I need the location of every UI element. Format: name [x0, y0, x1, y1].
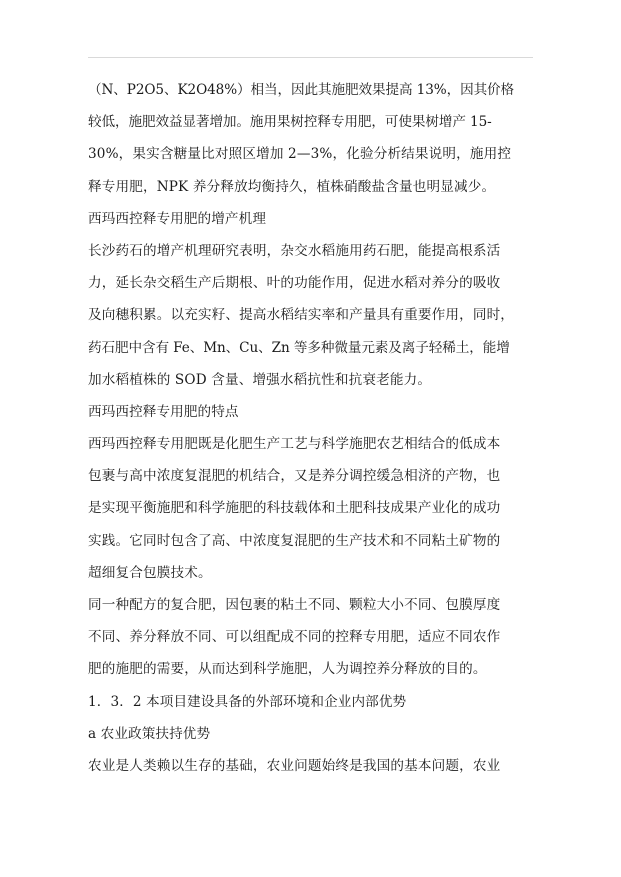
- text-line: 肥的施肥的需要，从而达到科学施肥，人为调控养分释放的目的。: [88, 661, 487, 678]
- text-line: 超细复合包膜技术。: [88, 564, 212, 581]
- section-heading: 1．3．2 本项目建设具备的外部环境和企业内部优势: [88, 693, 407, 710]
- text-line: 加水稻植株的 SOD 含量、增强水稻抗性和抗衰老能力。: [88, 371, 432, 388]
- text-line: 释专用肥，NPK 养分释放均衡持久，植株硝酸盐含量也明显减少。: [88, 178, 496, 195]
- text-line: 是实现平衡施肥和科学施肥的科技载体和土肥科技成果产业化的成功: [88, 500, 501, 517]
- text-line: 较低，施肥效益显著增加。施用果树控释专用肥，可使果树增产 15-: [88, 114, 492, 131]
- text-line: 药石肥中含有 Fe、Mn、Cu、Zn 等多种微量元素及离子轻稀土，能增: [88, 339, 510, 356]
- document-body: [88, 74, 536, 782]
- section-heading: 西玛西控释专用肥的特点: [88, 403, 239, 420]
- text-line: 同一种配方的复合肥，因包裹的粘土不同、颗粒大小不同、包膜厚度: [88, 597, 501, 613]
- text-line: 30%，果实含糖量比对照区增加 2—3%，化验分析结果说明，施用控: [88, 146, 512, 163]
- text-line: 不同、养分释放不同、可以组配成不同的控释专用肥，适应不同农作: [88, 629, 501, 646]
- text-line: 力，延长杂交稻生产后期根、叶的功能作用，促进水稻对养分的吸收: [88, 275, 501, 292]
- header-divider: [88, 57, 533, 58]
- subsection-heading: a 农业政策扶持优势: [88, 725, 211, 742]
- text-line: 长沙药石的增产机理研究表明，杂交水稻施用药石肥，能提高根系活: [88, 242, 501, 259]
- text-line: 农业是人类赖以生存的基础，农业问题始终是我国的基本问题，农业: [88, 757, 501, 774]
- text-line: 实践。它同时包含了高、中浓度复混肥的生产技术和不同粘土矿物的: [88, 532, 501, 549]
- text-line: 包裹与高中浓度复混肥的机结合，又是养分调控缓急相济的产物，也: [88, 468, 501, 485]
- section-heading: 西玛西控释专用肥的增产机理: [88, 210, 267, 227]
- text-line: 及向穗积累。以充实籽、提高水稻结实率和产量具有重要作用，同时，: [88, 307, 515, 324]
- text-line: （N、P2O5、K2O48%）相当，因此其施肥效果提高 13%，因其价格: [88, 82, 515, 98]
- text-line: 西玛西控释专用肥既是化肥生产工艺与科学施肥农艺相结合的低成本: [88, 436, 501, 453]
